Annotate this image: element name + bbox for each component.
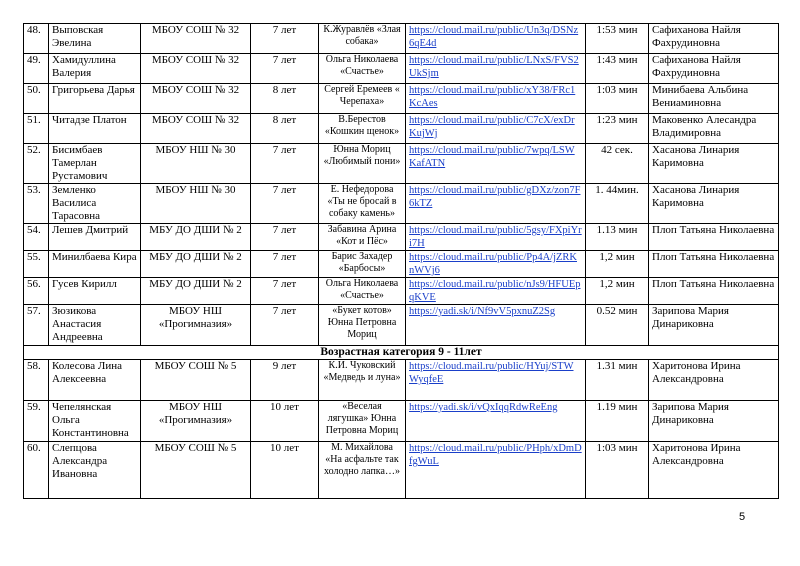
school-name: МБОУ СОШ № 32 [141,114,251,144]
work-title: В.Берестов «Кошкин щенок» [319,114,406,144]
row-number: 59. [24,401,49,442]
video-link[interactable]: https://cloud.mail.ru/public/HYuj/STWWyqfeE [406,360,586,401]
teacher-name: Хасанова Линария Каримовна [649,184,779,224]
participant-name: Лешев Дмитрий [49,224,141,251]
participant-age: 10 лет [251,401,319,442]
row-number: 48. [24,24,49,54]
duration: 1:03 мин [586,84,649,114]
duration: 1.13 мин [586,224,649,251]
school-name: МБОУ СОШ № 32 [141,84,251,114]
participant-age: 7 лет [251,251,319,278]
work-title: Сергей Еремеев « Черепаха» [319,84,406,114]
work-title: М. Михайлова «На асфальте так холодно лапка…» [319,442,406,499]
row-number: 56. [24,278,49,305]
participant-name: Выповская Эвелина [49,24,141,54]
school-name: МБУ ДО ДШИ № 2 [141,251,251,278]
duration: 1:53 мин [586,24,649,54]
video-link[interactable]: https://cloud.mail.ru/public/Un3q/DSNz6qE4d [406,24,586,54]
video-link[interactable]: https://cloud.mail.ru/public/LNxS/FVS2UkSjm [406,54,586,84]
table-row [24,184,779,224]
work-title: Забавина Арина «Кот и Пёс» [319,224,406,251]
school-name: МБОУ СОШ № 5 [141,442,251,499]
video-link[interactable]: https://cloud.mail.ru/public/PHph/xDmDfgWuL [406,442,586,499]
duration: 1,2 мин [586,251,649,278]
teacher-name: Плоп Татьяна Николаевна [649,278,779,305]
participants-table [23,23,779,499]
table-row [24,401,779,442]
participant-age: 7 лет [251,278,319,305]
video-link[interactable]: https://cloud.mail.ru/public/5gsy/FXpiYri7H [406,224,586,251]
row-number: 52. [24,144,49,184]
video-link[interactable]: https://cloud.mail.ru/public/nJs9/HFUEpqKVE [406,278,586,305]
participant-age: 7 лет [251,224,319,251]
teacher-name: Харитонова Ирина Александровна [649,442,779,499]
video-link[interactable]: https://cloud.mail.ru/public/gDXz/zon7F6kTZ [406,184,586,224]
participant-name: Чепелянская Ольга Константиновна [49,401,141,442]
rows-top [24,24,779,346]
teacher-name: Зарипова Мария Динариковна [649,305,779,346]
duration: 1.31 мин [586,360,649,401]
duration: 1.19 мин [586,401,649,442]
video-link[interactable]: https://cloud.mail.ru/public/C7cX/exDrKujWj [406,114,586,144]
rows-bottom [24,360,779,499]
school-name: МБОУ НШ № 30 [141,144,251,184]
teacher-name: Харитонова Ирина Александровна [649,360,779,401]
duration: 1:03 мин [586,442,649,499]
duration: 1:23 мин [586,114,649,144]
work-title: Юнна Мориц «Любимый пони» [319,144,406,184]
page-number: 5 [739,511,746,523]
participant-age: 7 лет [251,24,319,54]
teacher-name: Плоп Татьяна Николаевна [649,224,779,251]
row-number: 50. [24,84,49,114]
table-row [24,360,779,401]
table-row [24,251,779,278]
participant-age: 9 лет [251,360,319,401]
table-row [24,144,779,184]
participant-age: 7 лет [251,54,319,84]
row-number: 51. [24,114,49,144]
category-label: Возрастная категория 9 - 11лет [24,346,779,360]
video-link[interactable]: https://cloud.mail.ru/public/Pp4A/jZRKnWVj6 [406,251,586,278]
teacher-name: Плоп Татьяна Николаевна [649,251,779,278]
duration: 1. 44мин. [586,184,649,224]
work-title: Ольга Николаева «Счастье» [319,278,406,305]
school-name: МБОУ НШ «Прогимназия» [141,305,251,346]
row-number: 55. [24,251,49,278]
row-number: 53. [24,184,49,224]
work-title: «Букет котов» Юнна Петровна Мориц [319,305,406,346]
participant-age: 7 лет [251,184,319,224]
participant-age: 8 лет [251,114,319,144]
row-number: 57. [24,305,49,346]
video-link[interactable]: https://cloud.mail.ru/public/7wpq/LSWKafATN [406,144,586,184]
row-number: 49. [24,54,49,84]
participant-age: 7 лет [251,305,319,346]
school-name: МБОУ НШ «Прогимназия» [141,401,251,442]
work-title: К.Журавлёв «Злая собака» [319,24,406,54]
teacher-name: Маковенко Алесандра Владимировна [649,114,779,144]
participant-age: 8 лет [251,84,319,114]
table-row [24,442,779,499]
table-row [24,278,779,305]
work-title: «Веселая лягушка» Юнна Петровна Мориц [319,401,406,442]
school-name: МБУ ДО ДШИ № 2 [141,224,251,251]
participant-name: Гусев Кирилл [49,278,141,305]
participant-name: Хамидуллина Валерия [49,54,141,84]
category-row [24,346,779,360]
teacher-name: Сафиханова Найля Фахрудиновна [649,54,779,84]
duration: 42 сек. [586,144,649,184]
work-title: К.И. Чуковский «Медведь и луна» [319,360,406,401]
table-row [24,224,779,251]
school-name: МБОУ СОШ № 32 [141,54,251,84]
participant-name: Колесова Лина Алексеевна [49,360,141,401]
participant-name: Минилбаева Кира [49,251,141,278]
duration: 0.52 мин [586,305,649,346]
table-row [24,24,779,54]
participant-name: Григорьева Дарья [49,84,141,114]
participant-name: Земленко Василиса Тарасовна [49,184,141,224]
participant-name: Зюзикова Анастасия Андреевна [49,305,141,346]
row-number: 58. [24,360,49,401]
school-name: МБУ ДО ДШИ № 2 [141,278,251,305]
row-number: 60. [24,442,49,499]
teacher-name: Сафиханова Найля Фахрудиновна [649,24,779,54]
participant-name: Читадзе Платон [49,114,141,144]
table-row [24,84,779,114]
participant-age: 10 лет [251,442,319,499]
teacher-name: Зарипова Мария Динариковна [649,401,779,442]
school-name: МБОУ СОШ № 5 [141,360,251,401]
table-row [24,305,779,346]
video-link[interactable]: https://yadi.sk/i/Nf9vV5pxnuZ2Sg [406,305,586,346]
participant-age: 7 лет [251,144,319,184]
video-link[interactable]: https://yadi.sk/i/vQxIqqRdwReEng [406,401,586,442]
work-title: Ольга Николаева «Счастье» [319,54,406,84]
work-title: Е. Нефедорова «Ты не бросай в собаку камень» [319,184,406,224]
school-name: МБОУ СОШ № 32 [141,24,251,54]
table-row [24,54,779,84]
teacher-name: Минибаева Альбина Вениаминовна [649,84,779,114]
teacher-name: Хасанова Линария Каримовна [649,144,779,184]
school-name: МБОУ НШ № 30 [141,184,251,224]
video-link[interactable]: https://cloud.mail.ru/public/xY38/FRc1KcAes [406,84,586,114]
duration: 1:43 мин [586,54,649,84]
work-title: Барис Захадер «Барбосы» [319,251,406,278]
duration: 1,2 мин [586,278,649,305]
table-row [24,114,779,144]
row-number: 54. [24,224,49,251]
participant-name: Бисимбаев Тамерлан Рустамович [49,144,141,184]
participant-name: Слепцова Александра Ивановна [49,442,141,499]
